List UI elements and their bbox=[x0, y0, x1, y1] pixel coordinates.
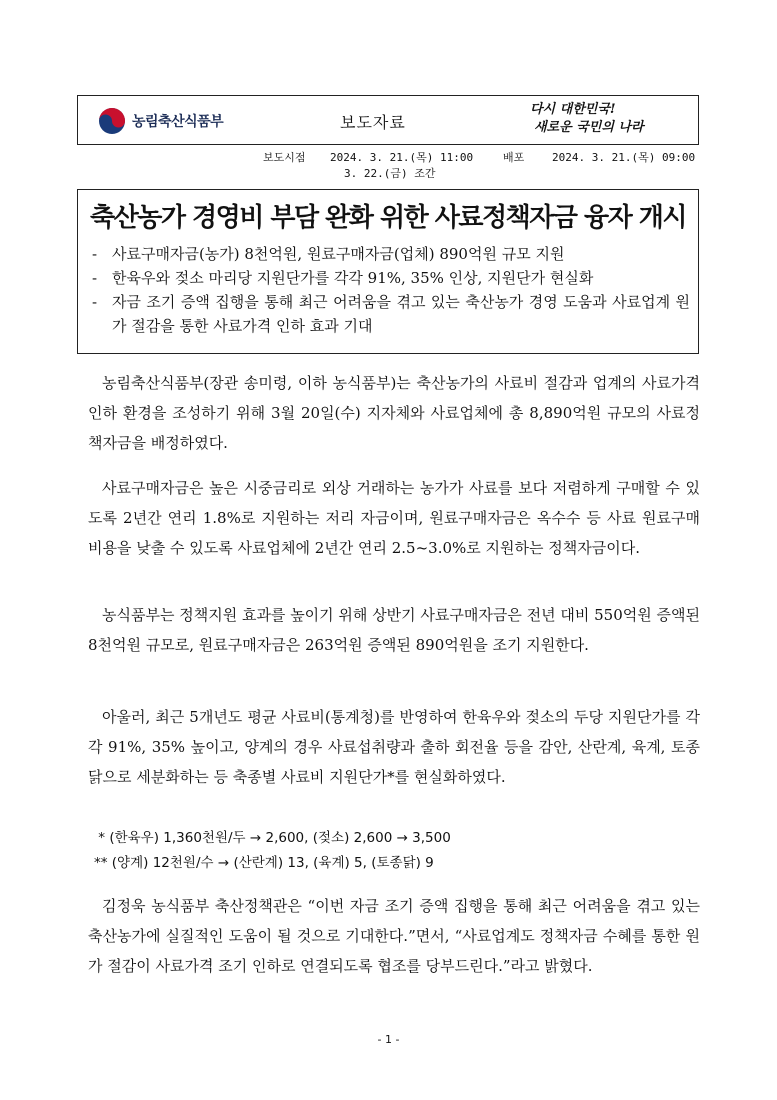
embargo-time bbox=[330, 150, 473, 182]
distribution-time bbox=[552, 150, 695, 166]
summary-bullet-text: 한육우와 젖소 마리당 지원단가를 각각 91%, 35% 인상, 지원단가 현실화 bbox=[112, 269, 594, 287]
ministry-logo bbox=[98, 107, 223, 135]
header-box bbox=[77, 95, 699, 145]
slogan-line-1: 다시 대한민국! bbox=[530, 102, 616, 117]
title-box bbox=[77, 189, 699, 354]
footnotes bbox=[94, 826, 451, 876]
body-paragraph-4: 아울러, 최근 5개년도 평균 사료비(통계청)를 반영하여 한육우와 젖소의 두당 지원단가를 각각 91%, 35% 높이고, 양계의 경우 사료섭취량과 출하 회전율 등을 감안, 산란계, 육계, 토종닭으로 세분화하는 등 축종별 사료비 지원단가*를 현실화하였다. bbox=[88, 708, 700, 786]
distribution-label: 배포 bbox=[503, 151, 525, 164]
summary-bullets bbox=[92, 242, 690, 338]
page-number: - 1 - bbox=[377, 1033, 400, 1046]
press-release-title: 축산농가 경영비 부담 완화 위한 사료정책자금 융자 개시 bbox=[89, 203, 687, 233]
summary-bullet: - 자금 조기 증액 집행을 통해 최근 어려움을 겪고 있는 축산농가 경영 도움과 사료업계 원가 절감을 통한 사료가격 인하 효과 기대 bbox=[92, 290, 690, 338]
body-paragraph-3: 농식품부는 정책지원 효과를 높이기 위해 상반기 사료구매자금은 전년 대비 550억원 증액된 8천억원 규모로, 원료구매자금은 263억원 증액된 890억원을 조기 지원한다. bbox=[88, 606, 700, 654]
distribution-value: 2024. 3. 21.(목) 09:00 bbox=[552, 151, 696, 164]
embargo-info bbox=[263, 150, 306, 166]
body-paragraph-5: 김정욱 농식품부 축산정책관은 “이번 자금 조기 증액 집행을 통해 최근 어려움을 겪고 있는 축산농가에 실질적인 도움이 될 것으로 기대한다.”면서, “사료업계도 정책자금 수혜를 통한 원가 절감이 사료가격 조기 인하로 연결되도록 협조를 당부드린다.”라고 밝혔다. bbox=[88, 897, 700, 975]
ministry-name: 농림축산식품부 bbox=[132, 114, 224, 130]
summary-bullet-text: 사료구매자금(농가) 8천억원, 원료구매자금(업체) 890억원 규모 지원 bbox=[112, 245, 565, 263]
embargo-label: 보도시점 bbox=[263, 151, 306, 164]
summary-bullet: - 사료구매자금(농가) 8천억원, 원료구매자금(업체) 890억원 규모 지원 bbox=[92, 242, 690, 266]
footnote: * (한육우) 1,360천원/두 → 2,600, (젖소) 2,600 → 3,500 bbox=[94, 830, 451, 846]
taegeuk-emblem-icon bbox=[98, 107, 126, 135]
embargo-line-1: 2024. 3. 21.(목) 11:00 bbox=[330, 151, 474, 164]
embargo-line-2: 3. 22.(금) 조간 bbox=[344, 167, 436, 180]
slogan-line-2: 새로운 국민의 나라 bbox=[534, 120, 644, 135]
footnote: ** (양계) 12천원/수 → (산란계) 13, (육계) 5, (토종닭) 9 bbox=[94, 855, 434, 871]
document-type: 보도자료 bbox=[340, 113, 406, 132]
distribution-label-wrap bbox=[503, 150, 524, 166]
body-paragraph-2: 사료구매자금은 높은 시중금리로 외상 거래하는 농가가 사료를 보다 저렴하게 구매할 수 있도록 2년간 연리 1.8%로 지원하는 저리 자금이며, 원료구매자금은 옥수수 등 사료 원료구매 비용을 낮출 수 있도록 사료업체에 2년간 연리 2.5~3.0%로 지원하는 정책자금이다. bbox=[88, 479, 700, 557]
body-paragraph-1: 농림축산식품부(장관 송미령, 이하 농식품부)는 축산농가의 사료비 절감과 업계의 사료가격 인하 환경을 조성하기 위해 3월 20일(수) 지자체와 사료업체에 총 8,890억원 규모의 사료정책자금을 배정하였다. bbox=[88, 374, 700, 452]
summary-bullet-text: 자금 조기 증액 집행을 통해 최근 어려움을 겪고 있는 축산농가 경영 도움과 사료업계 원가 절감을 통한 사료가격 인하 효과 기대 bbox=[112, 293, 690, 335]
summary-bullet: - 한육우와 젖소 마리당 지원단가를 각각 91%, 35% 인상, 지원단가 현실화 bbox=[92, 266, 690, 290]
government-slogan bbox=[530, 101, 670, 137]
